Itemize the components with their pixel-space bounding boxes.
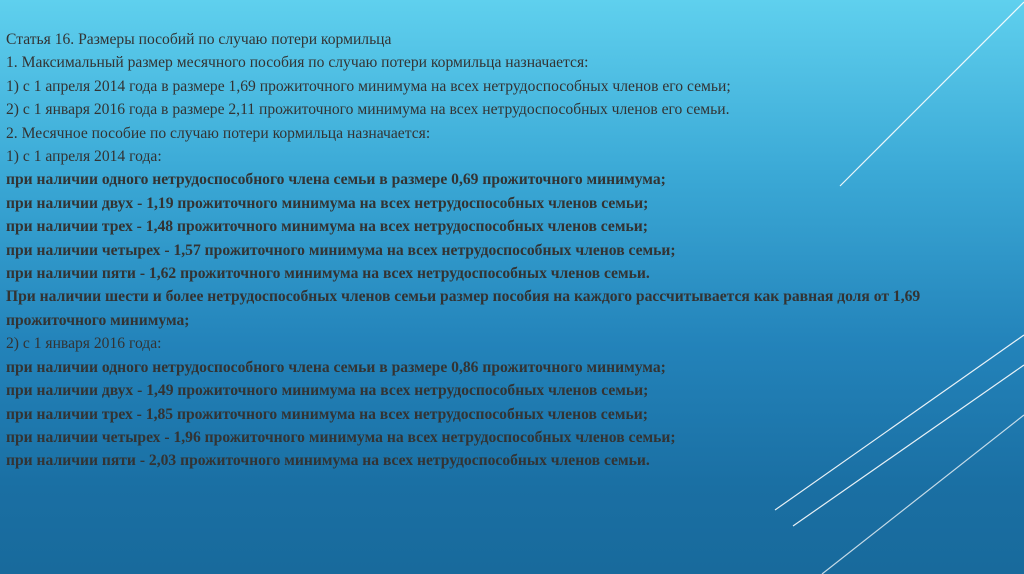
list-item: при наличии одного нетрудоспособного члена семьи в размере 0,69 прожиточного минимума; [6, 171, 666, 189]
list-item: при наличии четырех - 1,96 прожиточного минимума на всех нетрудоспособных членов семьи; [6, 428, 676, 446]
article-text [6, 28, 1006, 473]
section-2-subsection-1: 1) с 1 апреля 2014 года: [6, 148, 162, 166]
list-item: при наличии трех - 1,85 прожиточного минимума на всех нетрудоспособных членов семьи; [6, 405, 648, 423]
article-title: Статья 16. Размеры пособий по случаю потери кормильца [6, 31, 392, 48]
list-item: при наличии четырех - 1,57 прожиточного минимума на всех нетрудоспособных членов семьи; [6, 241, 676, 259]
list-item: при наличии пяти - 2,03 прожиточного минимума на всех нетрудоспособных членов семьи. [6, 452, 650, 470]
section-2-intro: 2. Месячное пособие по случаю потери кормильца назначается: [6, 124, 431, 142]
section-2-subsection-2: 2) с 1 января 2016 года: [6, 335, 162, 353]
list-item-six-or-more: При наличии шести и более нетрудоспособных членов семьи размер пособия на каждого рассчитывается как равная доля от 1,69 прожиточного минимума; [6, 288, 921, 329]
list-item: при наличии пяти - 1,62 прожиточного минимума на всех нетрудоспособных членов семьи. [6, 265, 650, 283]
section-1-intro: 1. Максимальный размер месячного пособия по случаю потери кормильца назначается: [6, 54, 589, 72]
section-1-item-2: 2) с 1 января 2016 года в размере 2,11 прожиточного минимума на всех нетрудоспособных членов его семьи. [6, 101, 730, 119]
list-item: при наличии одного нетрудоспособного члена семьи в размере 0,86 прожиточного минимума; [6, 358, 666, 376]
section-1-item-1: 1) с 1 апреля 2014 года в размере 1,69 прожиточного минимума на всех нетрудоспособных членов его семьи; [6, 77, 731, 95]
list-item: при наличии трех - 1,48 прожиточного минимума на всех нетрудоспособных членов семьи; [6, 218, 648, 236]
list-item: при наличии двух - 1,49 прожиточного минимума на всех нетрудоспособных членов семьи; [6, 382, 649, 400]
list-item: при наличии двух - 1,19 прожиточного минимума на всех нетрудоспособных членов семьи; [6, 194, 649, 212]
